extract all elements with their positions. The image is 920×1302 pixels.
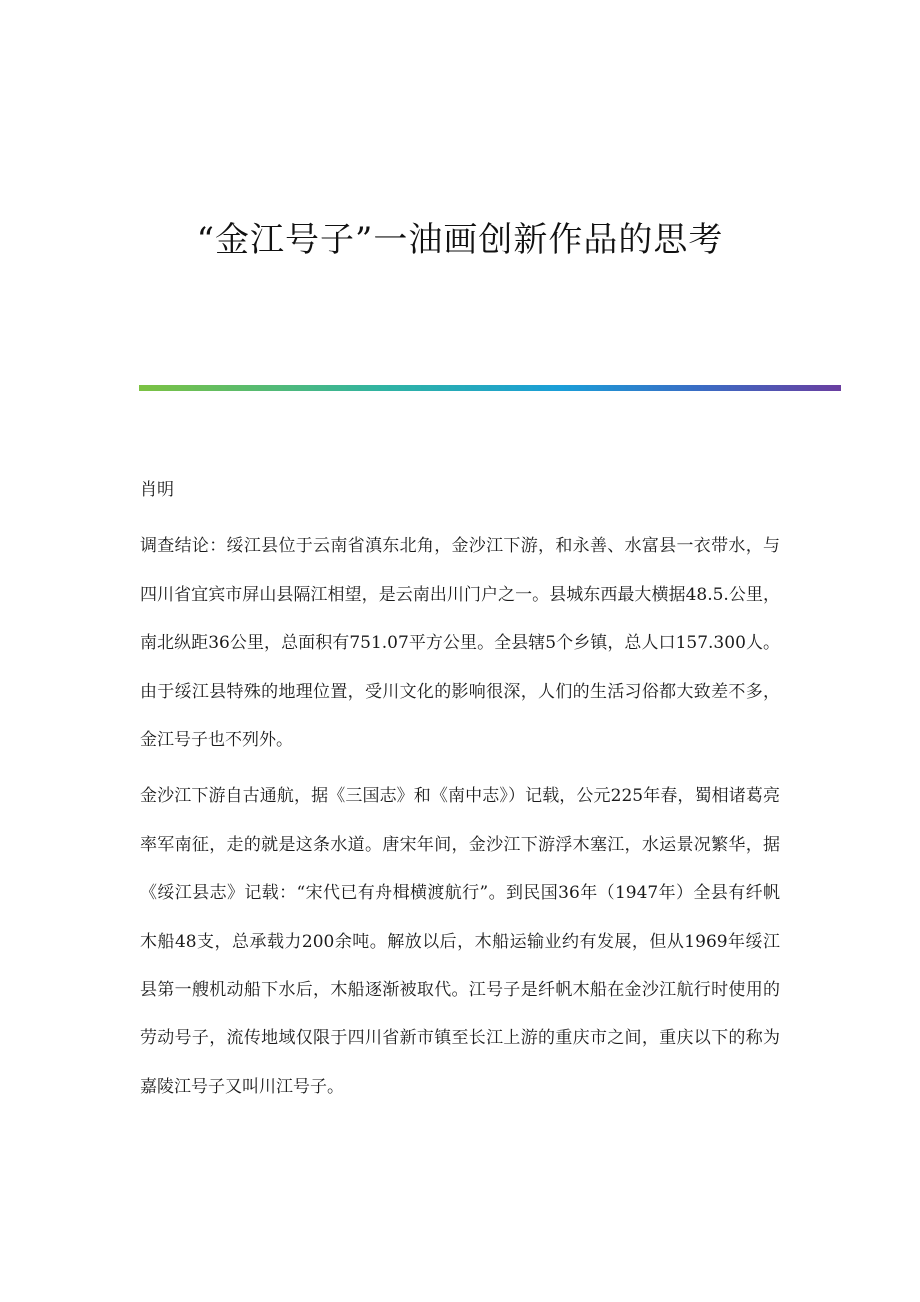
document-body — [140, 466, 780, 1119]
title-divider — [139, 385, 841, 391]
body-paragraph-2: 金沙江下游自古通航，据《三国志》和《南中志》）记载，公元225年春，蜀相诸葛亮率军南征，走的就是这条水道。唐宋年间，金沙江下游浮木塞江，水运景况繁华，据《绥江县志》记载：“宋代已有舟楫横渡航行”。到民国36年（1947年）全县有纤帆木船48支，总承载力200余吨。解放以后，木船运输业约有发展，但从1969年绥江县第一艘机动船下水后，木船逐渐被取代。江号子是纤帆木船在金沙江航行时使用的劳动号子，流传地域仅限于四川省新市镇至长江上游的重庆市之间，重庆以下的称为嘉陵江号子又叫川江号子。 — [140, 786, 780, 1097]
author-name: 肖明 — [140, 480, 174, 500]
body-paragraph-1: 调查结论：绥江县位于云南省滇东北角，金沙江下游，和永善、水富县一衣带水，与四川省宜宾市屏山县隔江相望，是云南出川门户之一。县城东西最大横据48.5.公里，南北纵距36公里，总面积有751.07平方公里。全县辖5个乡镇，总人口157.300人。由于绥江县特殊的地理位置，受川文化的影响很深，人们的生活习俗都大致差不多，金江号子也不列外。 — [140, 536, 780, 751]
document-title: “金江号子”一油画创新作品的思考 — [196, 220, 724, 260]
